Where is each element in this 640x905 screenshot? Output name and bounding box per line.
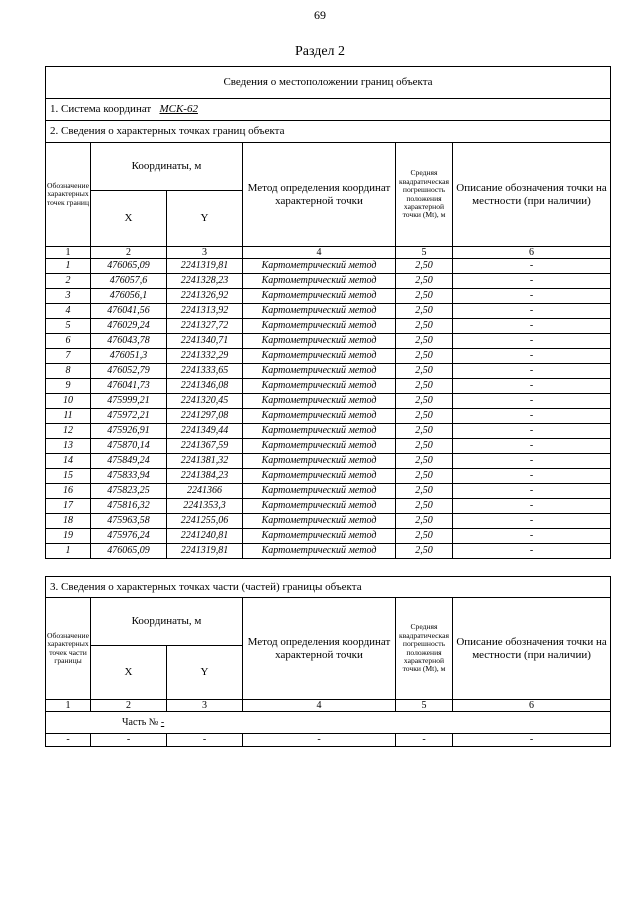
method: Картометрический метод (243, 439, 396, 454)
coord-system-label: 1. Система координат (50, 103, 152, 115)
part-header-y: Y (167, 646, 243, 700)
column-number-3: 3 (167, 247, 243, 259)
coord-x: 475833,94 (91, 469, 167, 484)
empty-cell: - (46, 734, 91, 747)
header-method: Метод определения координат характерной точки (243, 143, 396, 247)
point-number: 2 (46, 274, 91, 289)
table-row (46, 334, 611, 349)
table-row (46, 544, 611, 559)
method: Картометрический метод (243, 379, 396, 394)
coord-y: 2241326,92 (167, 289, 243, 304)
error: 2,50 (396, 499, 453, 514)
error: 2,50 (396, 484, 453, 499)
column-number-2: 2 (91, 700, 167, 712)
coord-y: 2241313,92 (167, 304, 243, 319)
column-number-1: 1 (46, 700, 91, 712)
point-number: 16 (46, 484, 91, 499)
error: 2,50 (396, 529, 453, 544)
coord-y: 2241255,06 (167, 514, 243, 529)
method: Картометрический метод (243, 409, 396, 424)
error: 2,50 (396, 394, 453, 409)
method: Картометрический метод (243, 259, 396, 274)
header-point: Обозначение характерных точек границ (46, 143, 91, 247)
coord-y: 2241332,29 (167, 349, 243, 364)
point-number: 7 (46, 349, 91, 364)
error: 2,50 (396, 544, 453, 559)
point-number: 8 (46, 364, 91, 379)
part-header-error: Средняя квадратическая погрешность положения характерной точки (Mt), м (396, 598, 453, 700)
section3-title: 3. Сведения о характерных точках части (частей) границы объекта (46, 577, 611, 598)
header-coords: Координаты, м (91, 143, 243, 191)
column-number-2: 2 (91, 247, 167, 259)
part-header-coords: Координаты, м (91, 598, 243, 646)
table-row (46, 454, 611, 469)
point-number: 1 (46, 259, 91, 274)
error: 2,50 (396, 424, 453, 439)
method: Картометрический метод (243, 454, 396, 469)
description: - (453, 439, 611, 454)
coord-x: 475963,58 (91, 514, 167, 529)
point-number: 13 (46, 439, 91, 454)
table-row (46, 484, 611, 499)
coord-y: 2241340,71 (167, 334, 243, 349)
header-error: Средняя квадратическая погрешность положения характерной точки (Mt), м (396, 143, 453, 247)
point-number: 11 (46, 409, 91, 424)
table-row (46, 469, 611, 484)
description: - (453, 514, 611, 529)
table-row (46, 259, 611, 274)
column-number-6: 6 (453, 247, 611, 259)
coord-y: 2241367,59 (167, 439, 243, 454)
empty-cell: - (243, 734, 396, 747)
point-number: 5 (46, 319, 91, 334)
error: 2,50 (396, 514, 453, 529)
coord-x: 475926,91 (91, 424, 167, 439)
description: - (453, 544, 611, 559)
coord-x: 476051,3 (91, 349, 167, 364)
method: Картометрический метод (243, 274, 396, 289)
method: Картометрический метод (243, 364, 396, 379)
method: Картометрический метод (243, 484, 396, 499)
table-row (46, 289, 611, 304)
coord-x: 476065,09 (91, 544, 167, 559)
coord-y: 2241297,08 (167, 409, 243, 424)
coord-y: 2241327,72 (167, 319, 243, 334)
column-number-5: 5 (396, 700, 453, 712)
error: 2,50 (396, 304, 453, 319)
method: Картометрический метод (243, 544, 396, 559)
point-number: 12 (46, 424, 91, 439)
coord-x: 475999,21 (91, 394, 167, 409)
column-number-5: 5 (396, 247, 453, 259)
description: - (453, 319, 611, 334)
method: Картометрический метод (243, 514, 396, 529)
point-number: 6 (46, 334, 91, 349)
part-header-x: X (91, 646, 167, 700)
header-y: Y (167, 191, 243, 247)
part-label-row (46, 712, 611, 734)
coord-y: 2241328,23 (167, 274, 243, 289)
part-column-numbers-row (46, 700, 611, 712)
column-numbers-row (46, 247, 611, 259)
point-number: 17 (46, 499, 91, 514)
table-row (46, 319, 611, 334)
coord-x: 476041,73 (91, 379, 167, 394)
table-row (46, 439, 611, 454)
table-row (46, 499, 611, 514)
method: Картометрический метод (243, 529, 396, 544)
description: - (453, 289, 611, 304)
method: Картометрический метод (243, 499, 396, 514)
description: - (453, 274, 611, 289)
header-x: X (91, 191, 167, 247)
main-title: Сведения о местоположении границ объекта (46, 67, 611, 99)
description: - (453, 484, 611, 499)
empty-cell: - (396, 734, 453, 747)
coord-system-value: МСК-62 (159, 103, 198, 115)
table-row (46, 529, 611, 544)
part-header-method: Метод определения координат характерной точки (243, 598, 396, 700)
coord-y: 2241333,65 (167, 364, 243, 379)
method: Картометрический метод (243, 349, 396, 364)
coord-y: 2241381,32 (167, 454, 243, 469)
point-number: 4 (46, 304, 91, 319)
table-row (46, 379, 611, 394)
error: 2,50 (396, 379, 453, 394)
coord-y: 2241353,3 (167, 499, 243, 514)
table-row (46, 274, 611, 289)
point-number: 3 (46, 289, 91, 304)
method: Картометрический метод (243, 424, 396, 439)
description: - (453, 304, 611, 319)
description: - (453, 499, 611, 514)
table-row (46, 424, 611, 439)
description: - (453, 424, 611, 439)
coord-x: 476041,56 (91, 304, 167, 319)
point-number: 10 (46, 394, 91, 409)
coord-system-row (46, 99, 611, 121)
coord-x: 475816,32 (91, 499, 167, 514)
table-row (46, 349, 611, 364)
part-empty-row (46, 734, 611, 747)
method: Картометрический метод (243, 289, 396, 304)
description: - (453, 259, 611, 274)
method: Картометрический метод (243, 334, 396, 349)
column-number-6: 6 (453, 700, 611, 712)
coord-y: 2241319,81 (167, 259, 243, 274)
column-number-4: 4 (243, 247, 396, 259)
coord-y: 2241366 (167, 484, 243, 499)
method: Картометрический метод (243, 394, 396, 409)
part-value: - (160, 716, 165, 728)
error: 2,50 (396, 259, 453, 274)
section-title: Раздел 2 (294, 44, 346, 59)
coord-y: 2241349,44 (167, 424, 243, 439)
point-number: 19 (46, 529, 91, 544)
empty-cell: - (167, 734, 243, 747)
coord-x: 475849,24 (91, 454, 167, 469)
error: 2,50 (396, 454, 453, 469)
coord-y: 2241240,81 (167, 529, 243, 544)
table-row (46, 364, 611, 379)
error: 2,50 (396, 364, 453, 379)
page-number: 69 (314, 8, 326, 22)
point-number: 9 (46, 379, 91, 394)
coord-x: 475870,14 (91, 439, 167, 454)
description: - (453, 454, 611, 469)
description: - (453, 469, 611, 484)
coord-y: 2241384,23 (167, 469, 243, 484)
description: - (453, 334, 611, 349)
error: 2,50 (396, 439, 453, 454)
header-desc: Описание обозначения точки на местности (при наличии) (453, 143, 611, 247)
method: Картометрический метод (243, 469, 396, 484)
error: 2,50 (396, 469, 453, 484)
boundary-points-table (45, 66, 611, 559)
coord-x: 476056,1 (91, 289, 167, 304)
table-row (46, 409, 611, 424)
error: 2,50 (396, 349, 453, 364)
point-number: 1 (46, 544, 91, 559)
coord-y: 2241319,81 (167, 544, 243, 559)
empty-cell: - (453, 734, 611, 747)
description: - (453, 364, 611, 379)
coord-y: 2241320,45 (167, 394, 243, 409)
description: - (453, 379, 611, 394)
column-number-1: 1 (46, 247, 91, 259)
error: 2,50 (396, 334, 453, 349)
description: - (453, 349, 611, 364)
table-row (46, 514, 611, 529)
coord-y: 2241346,08 (167, 379, 243, 394)
coord-x: 475972,21 (91, 409, 167, 424)
part-header-desc: Описание обозначения точки на местности (при наличии) (453, 598, 611, 700)
description: - (453, 409, 611, 424)
method: Картометрический метод (243, 319, 396, 334)
coord-x: 475823,25 (91, 484, 167, 499)
point-number: 14 (46, 454, 91, 469)
point-number: 18 (46, 514, 91, 529)
description: - (453, 394, 611, 409)
empty-cell: - (91, 734, 167, 747)
coord-x: 476065,09 (91, 259, 167, 274)
error: 2,50 (396, 409, 453, 424)
method: Картометрический метод (243, 304, 396, 319)
description: - (453, 529, 611, 544)
table-row (46, 304, 611, 319)
part-header-point: Обозначение характерных точек части границы (46, 598, 91, 700)
error: 2,50 (396, 274, 453, 289)
coord-x: 475976,24 (91, 529, 167, 544)
error: 2,50 (396, 289, 453, 304)
column-number-4: 4 (243, 700, 396, 712)
coord-x: 476057,6 (91, 274, 167, 289)
table-row (46, 394, 611, 409)
part-points-table (45, 576, 611, 747)
part-label: Часть № (122, 716, 159, 728)
coord-x: 476029,24 (91, 319, 167, 334)
error: 2,50 (396, 319, 453, 334)
point-number: 15 (46, 469, 91, 484)
coord-x: 476043,78 (91, 334, 167, 349)
coord-x: 476052,79 (91, 364, 167, 379)
section2-title: 2. Сведения о характерных точках границ объекта (46, 121, 611, 143)
column-number-3: 3 (167, 700, 243, 712)
